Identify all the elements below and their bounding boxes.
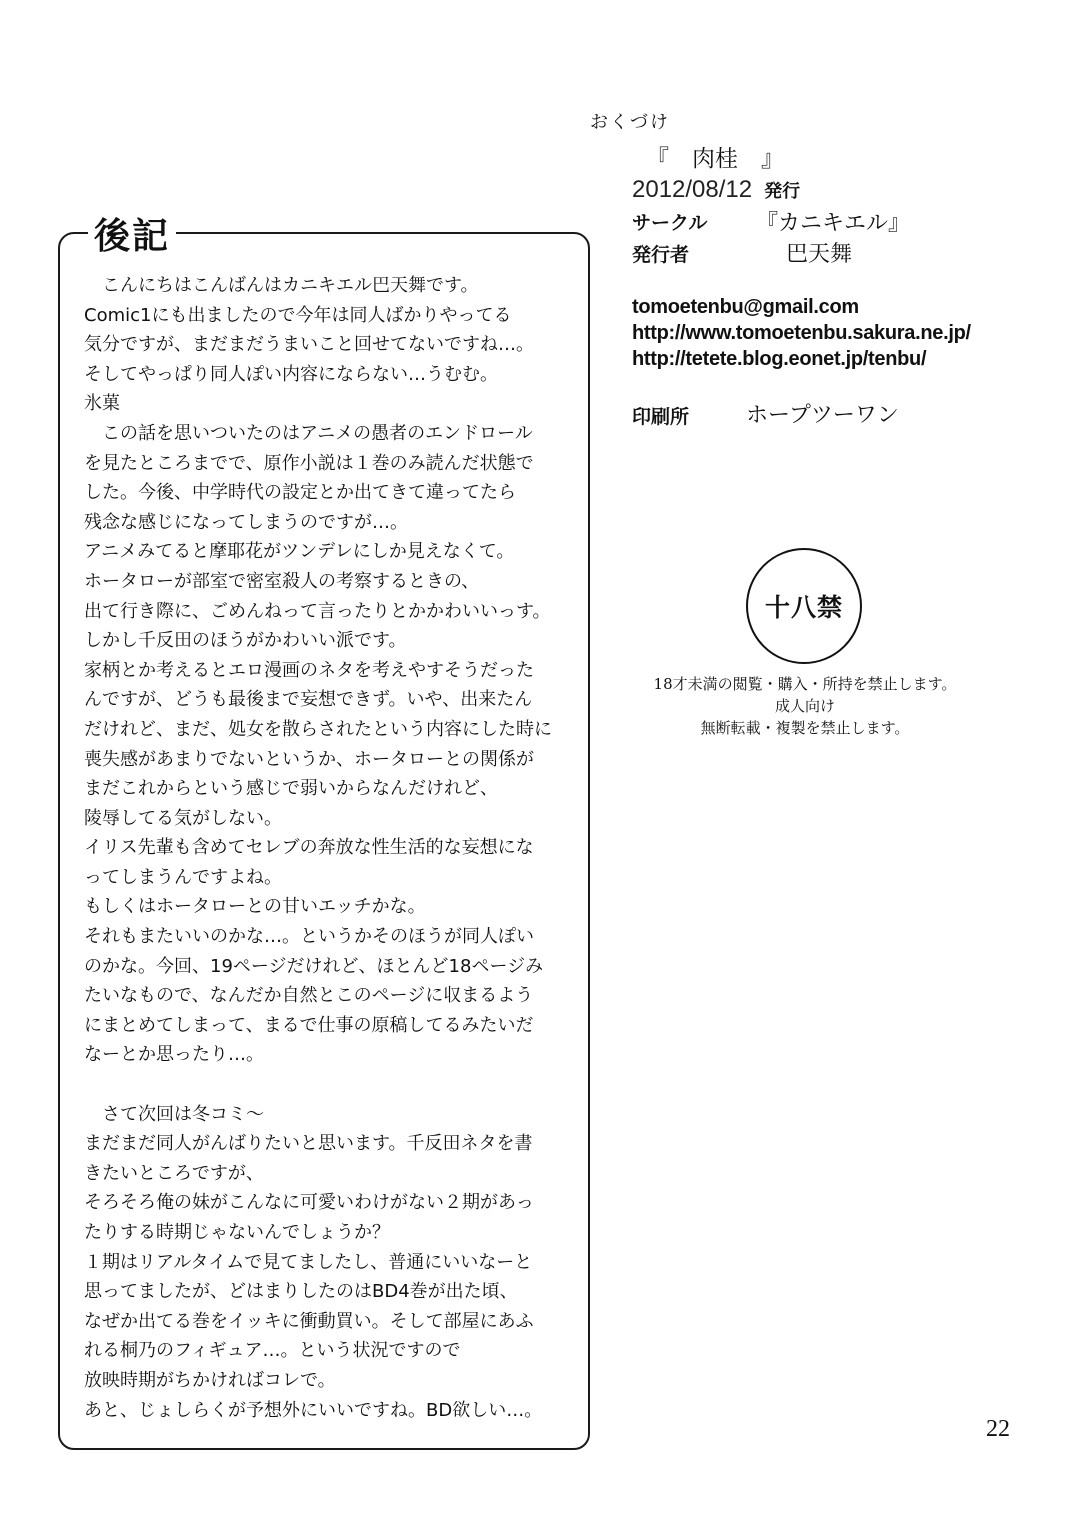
afterword-line: この話を思いついたのはアニメの愚者のエンドロール	[84, 422, 533, 444]
afterword-line: Comic1にも出ましたので今年は同人ばかりやってる	[84, 304, 512, 326]
publish-date: 2012/08/12	[632, 176, 753, 203]
afterword-line: にまとめてしまって、まるで仕事の原稿してるみたいだ	[84, 1014, 534, 1036]
afterword-line: イリス先輩も含めてセレブの奔放な性生活的な妄想にな	[84, 837, 534, 859]
adult-rating-seal: 十八禁	[746, 548, 862, 664]
afterword-line: 残念な感じになってしまうのですが…。	[84, 511, 408, 533]
publisher-label: 発行者	[632, 244, 690, 266]
afterword-line: ホータローが部室で密室殺人の考察するときの、	[84, 570, 480, 592]
afterword-line: 思ってましたが、どはまりしたのはBD4巻が出た頃、	[84, 1281, 518, 1303]
afterword-line: した。今後、中学時代の設定とか出てきて違ってたら	[84, 482, 516, 504]
afterword-line: こんにちはこんばんはカニキエル巴天舞です。	[84, 275, 479, 296]
afterword-line: きたいところですが、	[84, 1162, 264, 1184]
circle-label: サークル	[632, 212, 708, 234]
afterword-line: あと、じょしらくが予想外にいいですね。BD欲しい…。	[84, 1399, 543, 1421]
colophon-date-row	[632, 176, 800, 204]
afterword-line: だけれど、まだ、処女を散らされたという内容にした時に	[84, 718, 552, 740]
afterword-line: を見たところまでで、原作小説は１巻のみ読んだ状態で	[84, 452, 534, 474]
afterword-line: たいなもので、なんだか自然とこのページに収まるよう	[84, 985, 534, 1007]
afterword-line: 出て行き際に、ごめんねって言ったりとかかわいいっす。	[84, 600, 551, 622]
website-url: http://www.tomoetenbu.sakura.ne.jp/	[632, 322, 971, 344]
afterword-line: ってしまうんですよね。	[84, 866, 282, 888]
circle-value: 『カニキエル』	[756, 211, 911, 236]
afterword-line: まだまだ同人がんばりたいと思います。千反田ネタを書	[84, 1133, 533, 1155]
afterword-line: もしくはホータローとの甘いエッチかな。	[84, 896, 426, 918]
printer-label: 印刷所	[632, 406, 690, 428]
afterword-line: なーとか思ったり…。	[84, 1044, 264, 1066]
afterword-line: 家柄とか考えるとエロ漫画のネタを考えやすそうだった	[84, 659, 534, 681]
afterword-body	[84, 271, 574, 1425]
afterword-line: 気分ですが、まだまだうまいこと回せてないですね…。	[84, 334, 534, 356]
colophon-heading: おくづけ	[590, 112, 670, 133]
printer-value: ホープツーワン	[746, 403, 899, 428]
afterword-line: 放映時期がちかければコレで。	[84, 1369, 336, 1391]
colophon-book-title: 『 肉桂 』	[646, 146, 784, 172]
afterword-line: しかし千反田のほうがかわいい派です。	[84, 630, 407, 652]
afterword-line: そしてやっぱり同人ぽい内容にならない…うむむ。	[84, 363, 498, 385]
email-text: tomoetenbu@gmail.com	[632, 296, 859, 318]
afterword-title: 後記	[88, 208, 176, 259]
afterword-line: れる桐乃のフィギュア…。という状況ですので	[84, 1340, 461, 1362]
publish-label: 発行	[764, 181, 801, 202]
afterword-line: 喪失感があまりでないというか、ホータローとの関係が	[84, 748, 534, 770]
afterword-line: それもまたいいのかな…。というかそのほうが同人ぽい	[84, 926, 534, 948]
afterword-line: １期はリアルタイムで見てましたし、普通にいいなーと	[84, 1251, 533, 1273]
afterword-line: アニメみてると摩耶花がツンデレにしか見えなくて。	[84, 541, 515, 563]
afterword-line: 陵辱してる気がしない。	[84, 807, 282, 829]
afterword-line: なぜか出てる巻をイッキに衝動買い。そして部屋にあふ	[84, 1310, 534, 1332]
afterword-line	[84, 1070, 574, 1100]
afterword-line: んですが、どうも最後まで妄想できず。いや、出来たん	[84, 689, 533, 711]
publisher-value: 巴天舞	[786, 242, 853, 267]
afterword-line: のかな。今回、19ページだけれど、ほとんど18ページみ	[84, 955, 544, 977]
afterword-line: そろそろ俺の妹がこんなに可愛いわけがない２期があっ	[84, 1192, 534, 1214]
afterword-line: たりする時期じゃないんでしょうか？	[84, 1222, 390, 1243]
afterword-line: 氷菓	[84, 393, 120, 415]
adult-label: 成人向け	[774, 697, 835, 715]
age-restriction-notice: 18才未満の閲覧・購入・所持を禁止します。	[653, 675, 957, 693]
page-number: 22	[986, 1416, 1010, 1442]
blog-url: http://tetete.blog.eonet.jp/tenbu/	[632, 348, 927, 370]
afterword-line: さて次回は冬コミ～	[84, 1103, 264, 1125]
copyright-notice: 無断転載・複製を禁止します。	[700, 719, 910, 737]
afterword-line: まだこれからという感じで弱いからなんだけれど、	[84, 778, 498, 800]
